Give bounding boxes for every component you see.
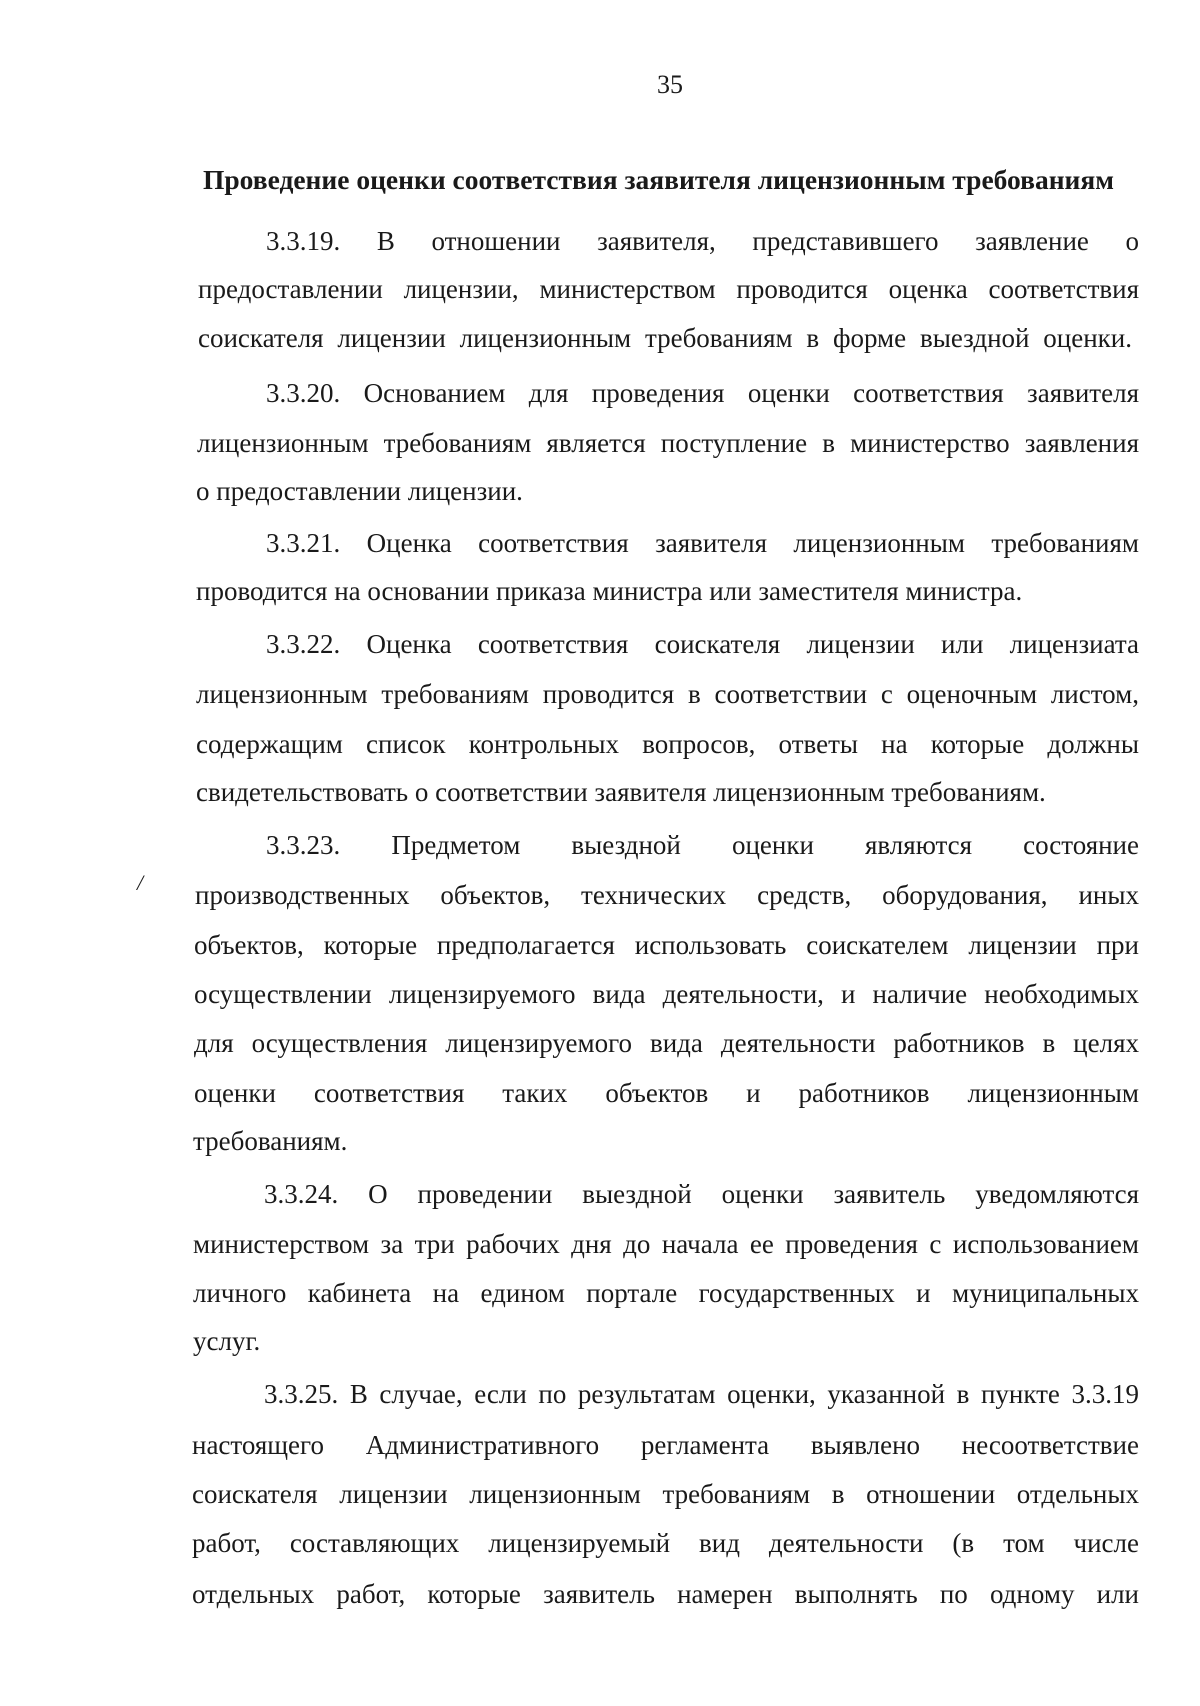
text-line: осуществлении лицензируемого вида деятельности, и наличие необходимых bbox=[194, 979, 1139, 1009]
text-line: настоящего Административного регламента выявлено несоответствие bbox=[192, 1430, 1139, 1460]
text-line: о предоставлении лицензии. bbox=[196, 476, 523, 506]
text-line: для осуществления лицензируемого вида деятельности работников в целях bbox=[194, 1028, 1139, 1058]
section-title: Проведение оценки соответствия заявителя лицензионным требованиям bbox=[203, 164, 1115, 195]
text-line: 3.3.21. Оценка соответствия заявителя лицензионным требованиям bbox=[266, 528, 1139, 558]
text-line: отдельных работ, которые заявитель намерен выполнять по одному или bbox=[192, 1579, 1139, 1609]
text-line: предоставлении лицензии, министерством проводится оценка соответствия bbox=[198, 274, 1139, 304]
page-number: 35 bbox=[657, 70, 683, 99]
text-line: производственных объектов, технических средств, оборудования, иных bbox=[195, 880, 1139, 910]
text-line: личного кабинета на едином портале государственных и муниципальных bbox=[193, 1278, 1139, 1308]
text-line: содержащим список контрольных вопросов, ответы на которые должны bbox=[196, 729, 1139, 759]
text-line: объектов, которые предполагается использовать соискателем лицензии при bbox=[194, 930, 1139, 960]
text-line: работ, составляющих лицензируемый вид деятельности (в том числе bbox=[192, 1528, 1139, 1558]
text-line: 3.3.24. О проведении выездной оценки заявитель уведомляются bbox=[264, 1179, 1139, 1209]
text-line: свидетельствовать о соответствии заявителя лицензионным требованиям. bbox=[196, 777, 1046, 807]
text-line: 3.3.19. В отношении заявителя, представившего заявление о bbox=[266, 226, 1139, 256]
text-line: оценки соответствия таких объектов и работников лицензионным bbox=[194, 1078, 1139, 1108]
text-line: соискателя лицензии лицензионным требованиям в форме выездной оценки. bbox=[198, 323, 1132, 353]
text-line: лицензионным требованиям является поступление в министерство заявления bbox=[197, 428, 1139, 458]
text-line: требованиям. bbox=[193, 1126, 348, 1156]
text-line: соискателя лицензии лицензионным требованиям в отношении отдельных bbox=[192, 1479, 1139, 1509]
text-line: 3.3.23. Предметом выездной оценки являются состояние bbox=[266, 830, 1139, 860]
text-line: услуг. bbox=[193, 1326, 261, 1356]
text-line: проводится на основании приказа министра или заместителя министра. bbox=[196, 576, 1023, 606]
text-line: 3.3.25. В случае, если по результатам оценки, указанной в пункте 3.3.19 bbox=[264, 1379, 1139, 1409]
text-line: министерством за три рабочих дня до начала ее проведения с использованием bbox=[193, 1229, 1139, 1259]
text-line: 3.3.22. Оценка соответствия соискателя лицензии или лицензиата bbox=[266, 629, 1139, 659]
text-line: лицензионным требованиям проводится в соответствии с оценочным листом, bbox=[196, 679, 1139, 709]
text-line: 3.3.20. Основанием для проведения оценки соответствия заявителя bbox=[266, 378, 1139, 408]
margin-mark: / bbox=[137, 870, 144, 895]
